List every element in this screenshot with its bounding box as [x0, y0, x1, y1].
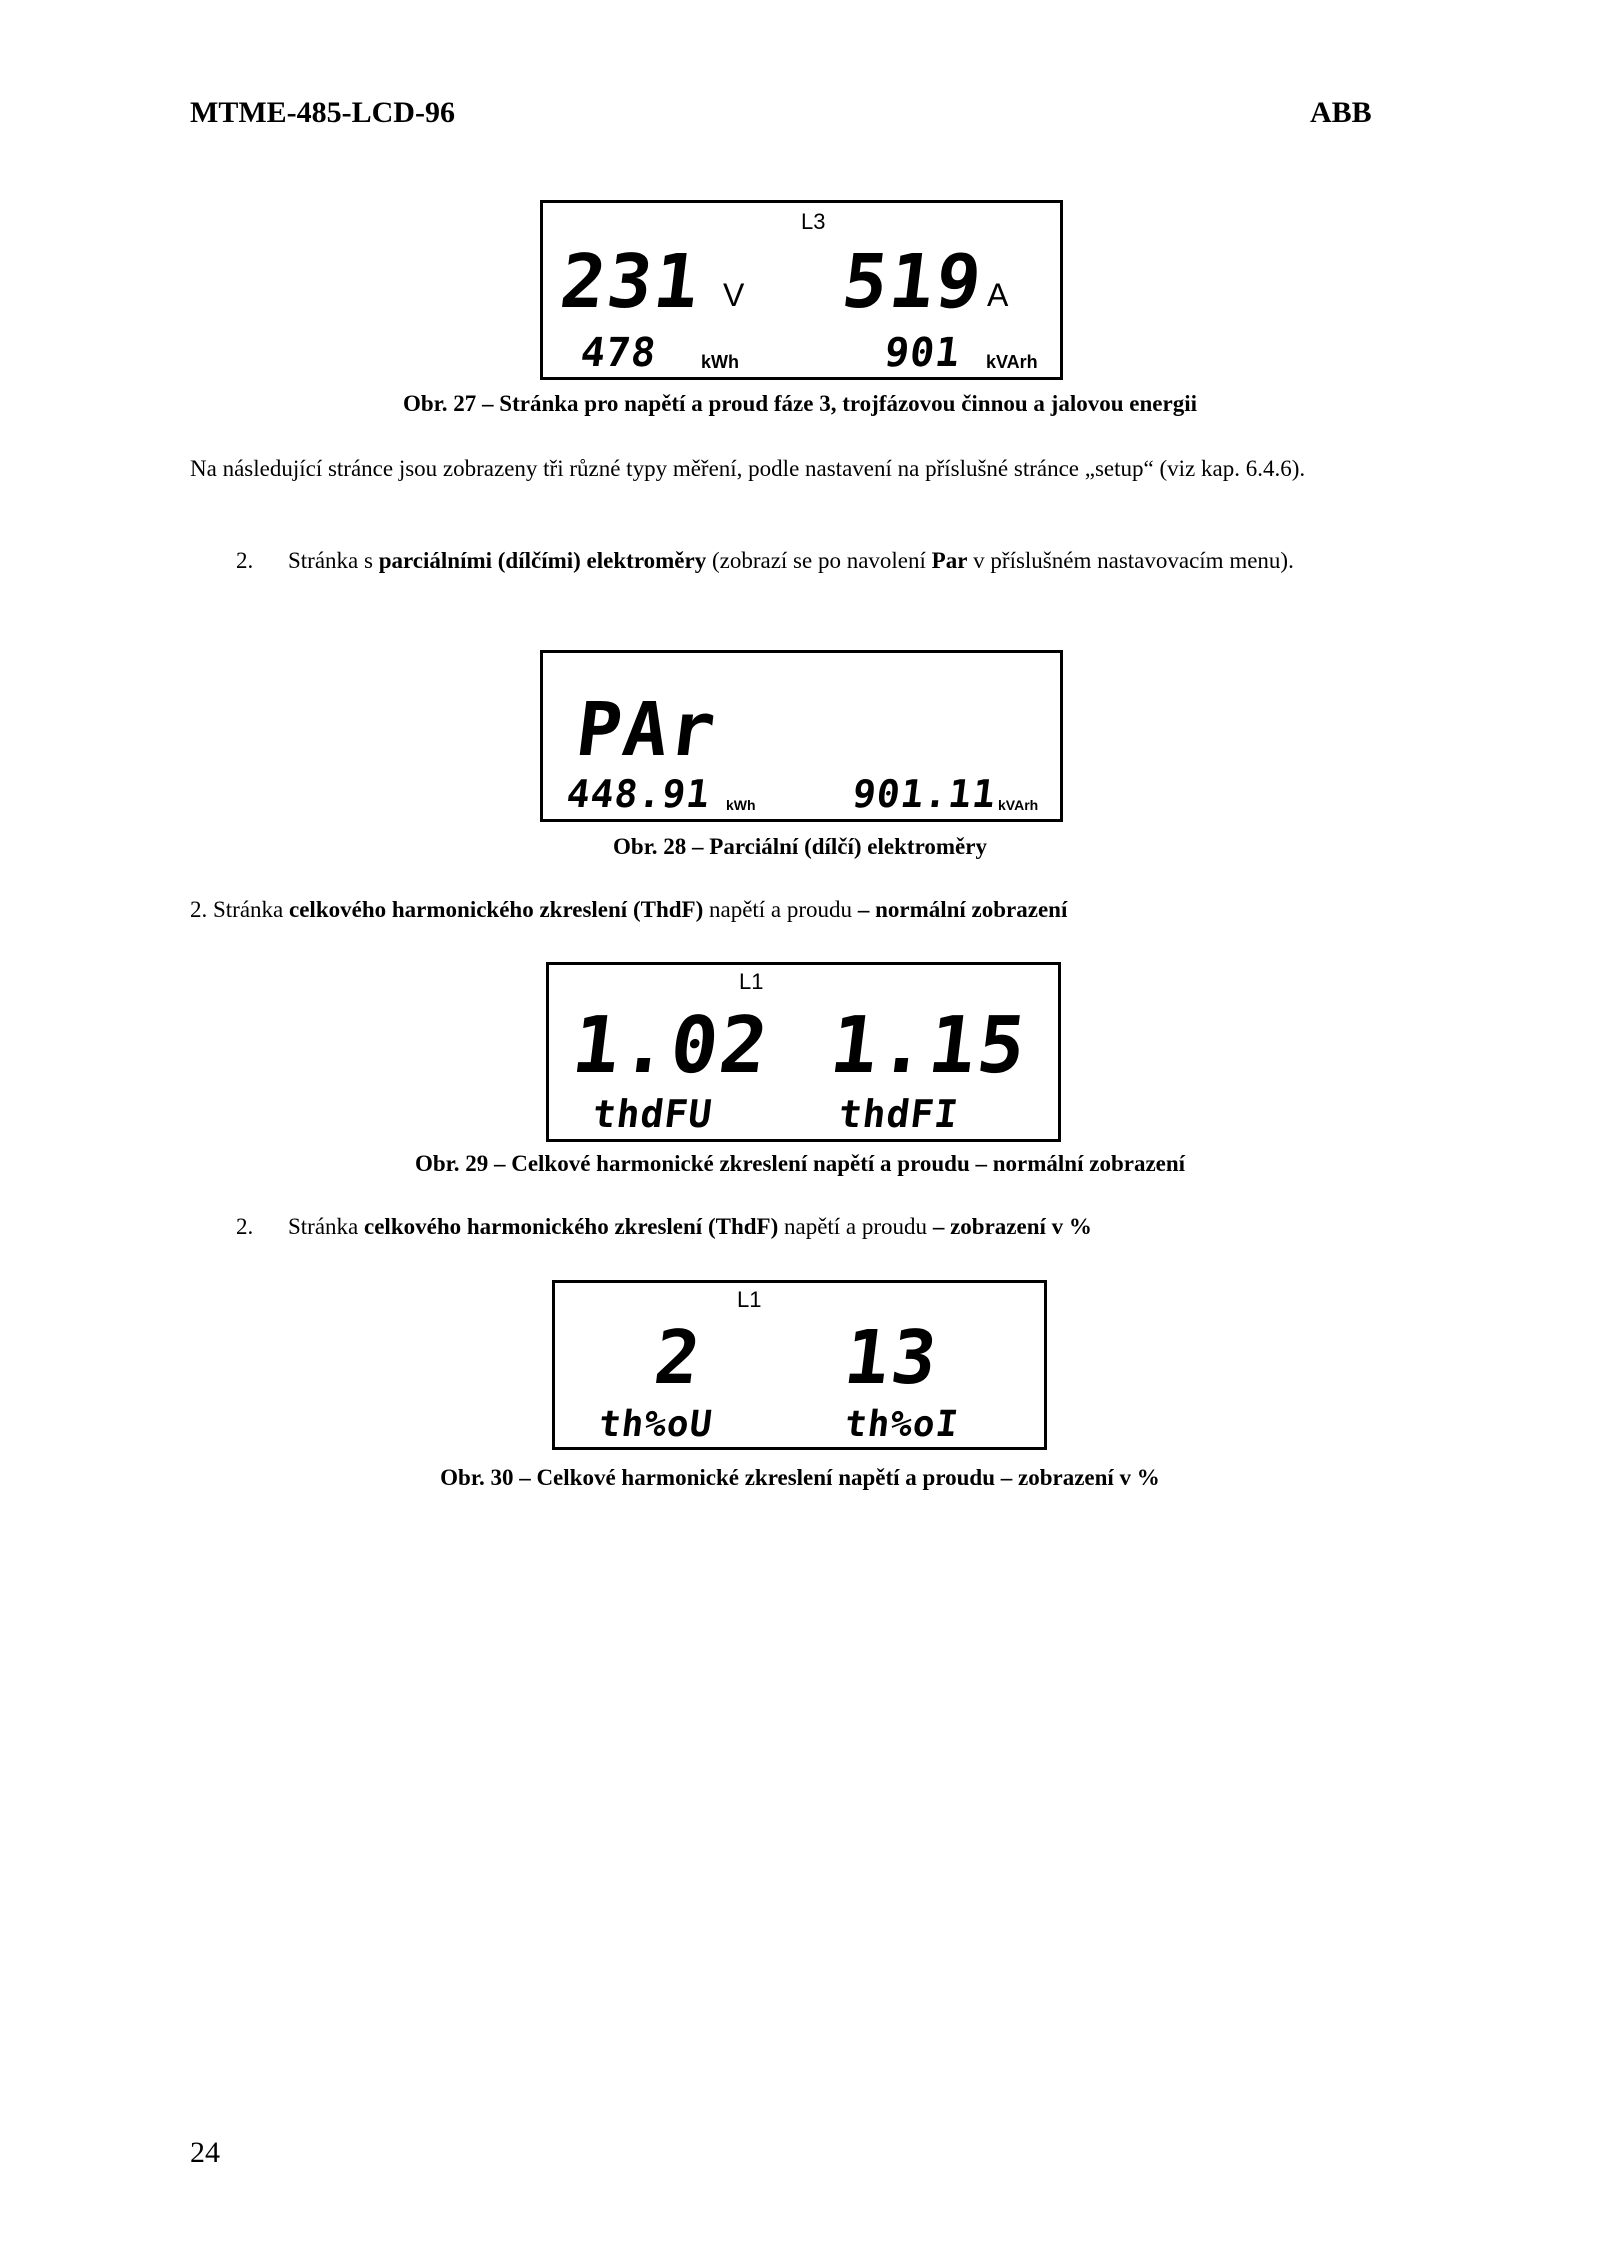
- figure-caption: Obr. 29 – Celkové harmonické zkreslení napětí a proudu – normální zobrazení: [414, 1151, 1186, 1176]
- list-number: 2.: [236, 548, 254, 573]
- brand-name: ABB: [1310, 96, 1372, 129]
- lcd-display-thd-percent: [552, 1280, 1047, 1450]
- figure-caption: Obr. 28 – Parciální (dílčí) elektroměry: [613, 834, 987, 859]
- lcd-display-partial: [540, 650, 1063, 822]
- voltage-unit: V: [723, 277, 745, 313]
- current-thd-value: 1.15: [825, 1001, 1033, 1091]
- current-thd-value: 13: [839, 1315, 944, 1401]
- reactive-energy-unit: kVArh: [998, 797, 1039, 813]
- voltage-thd-label: thdFU: [590, 1092, 716, 1136]
- reactive-energy-value: 901.11: [850, 772, 999, 816]
- active-energy-unit: kWh: [701, 352, 739, 372]
- active-energy-value: 448.91: [564, 772, 713, 816]
- list-item-text: Stránka celkového harmonického zkreslení (ThdF) napětí a proudu – zobrazení v %: [288, 1214, 1092, 1239]
- current-thd-label: th%oI: [842, 1404, 961, 1445]
- figure-caption: Obr. 30 – Celkové harmonické zkreslení napětí a proudu – zobrazení v %: [440, 1465, 1160, 1490]
- list-item-text: Stránka s parciálními (dílčími) elektroměry (zobrazí se po navolení Par v příslušném nastavovacím menu).: [288, 548, 1294, 573]
- voltage-thd-value: 1.02: [567, 1001, 775, 1091]
- voltage-value: 231: [555, 239, 706, 325]
- page-number: 24: [190, 2136, 220, 2169]
- active-energy-value: 478: [578, 330, 660, 376]
- active-energy-unit: kWh: [726, 797, 756, 813]
- current-value: 519: [837, 239, 988, 325]
- current-thd-label: thdFI: [836, 1092, 962, 1136]
- mode-label: PAr: [571, 687, 722, 773]
- paragraph: Na následující stránce jsou zobrazeny tři různé typy měření, podle nastavení na příslušné stránce „setup“ (viz kap. 6.4.6).: [190, 456, 1306, 481]
- list-item-text: 2. Stránka celkového harmonického zkreslení (ThdF) napětí a proudu – normální zobrazení: [190, 897, 1068, 922]
- voltage-thd-value: 2: [649, 1315, 707, 1401]
- phase-label: L1: [737, 1287, 762, 1312]
- phase-label: L1: [739, 969, 764, 994]
- reactive-energy-value: 901: [882, 330, 964, 376]
- phase-label: L3: [801, 209, 826, 234]
- list-number: 2.: [236, 1214, 254, 1239]
- reactive-energy-unit: kVArh: [986, 352, 1038, 372]
- lcd-display-phase3: [540, 200, 1063, 380]
- lcd-display-thd-normal: [546, 962, 1061, 1142]
- figure-caption: Obr. 27 – Stránka pro napětí a proud fáze 3, trojfázovou činnou a jalovou energii: [403, 391, 1197, 416]
- document-title: MTME-485-LCD-96: [190, 96, 455, 129]
- current-unit: A: [987, 277, 1009, 313]
- voltage-thd-label: th%oU: [596, 1404, 715, 1445]
